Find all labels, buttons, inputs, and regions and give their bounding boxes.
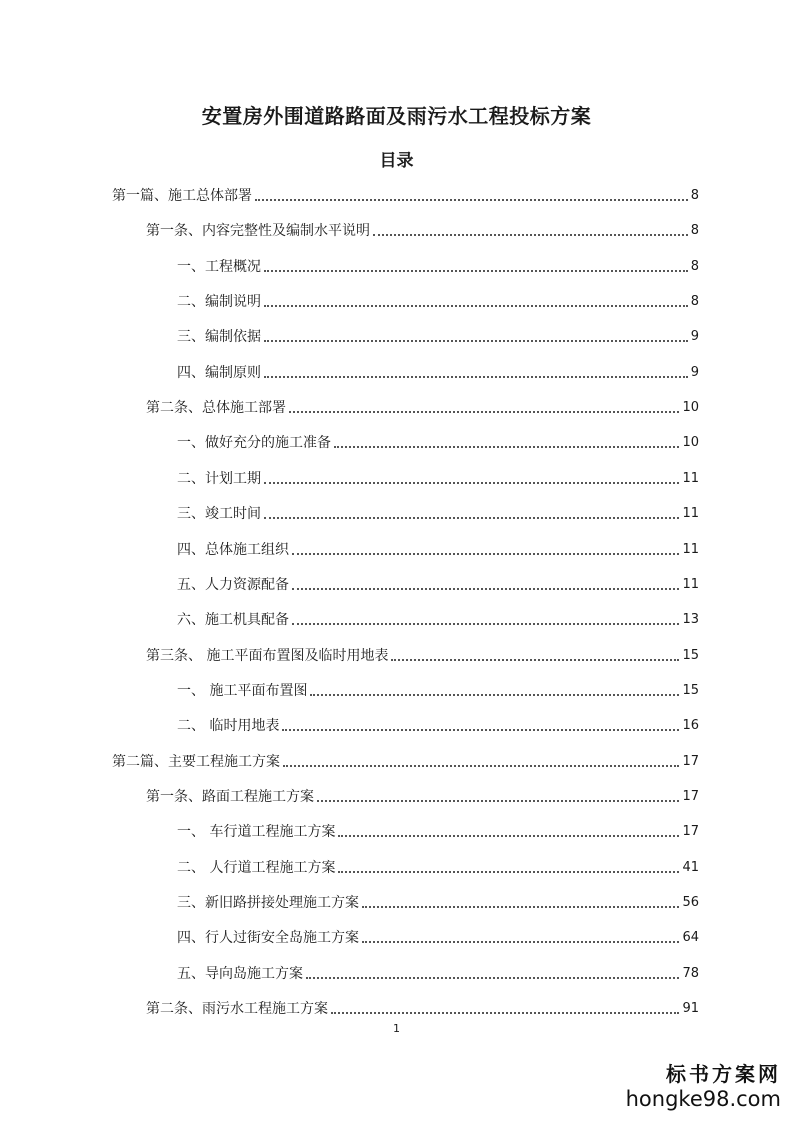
toc-leader-dots bbox=[317, 800, 679, 802]
toc-entry[interactable] bbox=[146, 998, 699, 1020]
toc-entry-label: 二、计划工期 bbox=[177, 470, 261, 487]
toc-entry[interactable] bbox=[177, 892, 699, 914]
toc-entry-label: 第一篇、施工总体部署 bbox=[112, 188, 252, 204]
toc-leader-dots bbox=[264, 376, 688, 378]
toc-entry[interactable] bbox=[177, 715, 699, 737]
toc-entry-page: 8 bbox=[690, 188, 699, 203]
toc-entry[interactable] bbox=[112, 185, 699, 207]
toc-leader-dots bbox=[292, 553, 679, 555]
toc-entry-label: 一、 施工平面布置图 bbox=[177, 682, 308, 699]
toc-entry[interactable] bbox=[112, 751, 699, 773]
toc-entry-label: 二、编制说明 bbox=[177, 294, 261, 311]
toc-entry-page: 13 bbox=[682, 612, 699, 628]
toc-leader-dots bbox=[292, 588, 679, 590]
toc-entry[interactable] bbox=[177, 821, 699, 843]
toc-entry-label: 三、编制依据 bbox=[177, 329, 261, 346]
toc-entry-label: 第二篇、主要工程施工方案 bbox=[112, 753, 280, 770]
toc-entry-page: 91 bbox=[682, 1001, 699, 1017]
toc-entry-label: 第三条、 施工平面布置图及临时用地表 bbox=[146, 647, 389, 664]
toc-entry[interactable] bbox=[177, 362, 699, 384]
toc-entry-page: 10 bbox=[682, 435, 699, 451]
toc-entry-page: 56 bbox=[682, 895, 699, 910]
toc-leader-dots bbox=[362, 941, 679, 943]
toc-leader-dots bbox=[282, 729, 679, 731]
toc-entry-label: 第二条、雨污水工程施工方案 bbox=[146, 1001, 328, 1018]
toc-entry-page: 17 bbox=[682, 788, 699, 804]
toc-entry-page: 15 bbox=[682, 682, 699, 698]
toc-leader-dots bbox=[373, 234, 688, 236]
toc-leader-dots bbox=[264, 270, 688, 272]
toc-entry-page: 9 bbox=[690, 364, 699, 380]
toc-entry-page: 9 bbox=[690, 329, 699, 345]
toc-entry-page: 64 bbox=[682, 930, 699, 946]
toc-entry[interactable] bbox=[146, 645, 699, 667]
toc-entry-label: 四、行人过街安全岛施工方案 bbox=[177, 930, 359, 947]
toc-leader-dots bbox=[334, 446, 679, 448]
toc-leader-dots bbox=[338, 871, 679, 873]
toc-entry-page: 78 bbox=[682, 965, 699, 981]
toc-heading: 目录 bbox=[379, 151, 414, 171]
toc-entry-page: 8 bbox=[690, 223, 699, 239]
toc-leader-dots bbox=[264, 305, 688, 307]
toc-entry-page: 8 bbox=[690, 294, 699, 310]
toc-leader-dots bbox=[264, 517, 679, 519]
toc-leader-dots bbox=[331, 1012, 679, 1014]
toc-leader-dots bbox=[292, 623, 679, 625]
toc-leader-dots bbox=[289, 411, 679, 413]
toc-entry-label: 三、新旧路拼接处理施工方案 bbox=[177, 895, 359, 911]
toc-entry[interactable] bbox=[177, 857, 699, 879]
toc-entry-label: 四、编制原则 bbox=[177, 364, 261, 381]
toc-entry-label: 二、 人行道工程施工方案 bbox=[177, 859, 336, 876]
toc-entry-label: 第一条、内容完整性及编制水平说明 bbox=[146, 223, 370, 240]
toc-entry-label: 一、工程概况 bbox=[177, 258, 261, 275]
toc-leader-dots bbox=[306, 977, 679, 979]
toc-entry[interactable] bbox=[177, 609, 699, 631]
document-title: 安置房外围道路路面及雨污水工程投标方案 bbox=[201, 104, 592, 128]
toc-entry-page: 41 bbox=[682, 859, 699, 875]
toc-entry-page: 11 bbox=[682, 470, 699, 486]
toc-entry[interactable] bbox=[146, 220, 699, 242]
toc-entry-label: 第一条、路面工程施工方案 bbox=[146, 788, 314, 805]
watermark-name: 标书方案网 bbox=[666, 1062, 781, 1086]
toc-entry-page: 8 bbox=[690, 258, 699, 274]
toc-entry-page: 10 bbox=[682, 400, 699, 416]
toc-entry[interactable] bbox=[177, 291, 699, 313]
toc-entry-page: 11 bbox=[682, 541, 699, 557]
toc-leader-dots bbox=[391, 659, 679, 661]
toc-leader-dots bbox=[310, 694, 679, 696]
toc-entry[interactable] bbox=[177, 574, 699, 596]
toc-entry-page: 17 bbox=[682, 753, 699, 769]
toc-leader-dots bbox=[283, 765, 679, 767]
toc-leader-dots bbox=[255, 199, 688, 201]
toc-entry-page: 17 bbox=[682, 824, 699, 840]
watermark-logo bbox=[626, 1062, 781, 1112]
toc-entry[interactable] bbox=[177, 256, 699, 278]
toc-entry-label: 六、施工机具配备 bbox=[177, 612, 289, 629]
toc-entry-label: 一、 车行道工程施工方案 bbox=[177, 824, 336, 841]
toc-entry[interactable] bbox=[177, 963, 699, 985]
toc-entry[interactable] bbox=[146, 397, 699, 419]
toc-entry-label: 五、导向岛施工方案 bbox=[177, 965, 303, 982]
toc-entry-page: 16 bbox=[682, 718, 699, 734]
toc-entry-page: 11 bbox=[682, 506, 699, 522]
toc-entry[interactable] bbox=[177, 326, 699, 348]
toc-entry-label: 第二条、总体施工部署 bbox=[146, 400, 286, 417]
toc-entry-label: 三、竣工时间 bbox=[177, 506, 261, 523]
toc-entry[interactable] bbox=[146, 786, 699, 808]
toc-entry[interactable] bbox=[177, 432, 699, 454]
toc-entry[interactable] bbox=[177, 680, 699, 702]
toc-leader-dots bbox=[338, 835, 679, 837]
toc-leader-dots bbox=[362, 906, 679, 908]
toc-entry-label: 四、总体施工组织 bbox=[177, 541, 289, 558]
toc-entry-label: 五、人力资源配备 bbox=[177, 576, 289, 593]
toc-entry-page: 15 bbox=[682, 647, 699, 663]
page-number: 1 bbox=[393, 1022, 400, 1035]
toc-leader-dots bbox=[264, 482, 679, 484]
toc-entry[interactable] bbox=[177, 503, 699, 525]
toc-entry-page: 11 bbox=[682, 576, 699, 592]
toc-entry-label: 一、做好充分的施工准备 bbox=[177, 435, 331, 452]
watermark-url: hongke98.com bbox=[625, 1087, 781, 1111]
toc-leader-dots bbox=[264, 340, 688, 342]
toc-entry[interactable] bbox=[177, 468, 699, 490]
toc-entry[interactable] bbox=[177, 927, 699, 949]
toc-entry-label: 二、 临时用地表 bbox=[177, 718, 280, 735]
toc-entry[interactable] bbox=[177, 539, 699, 561]
